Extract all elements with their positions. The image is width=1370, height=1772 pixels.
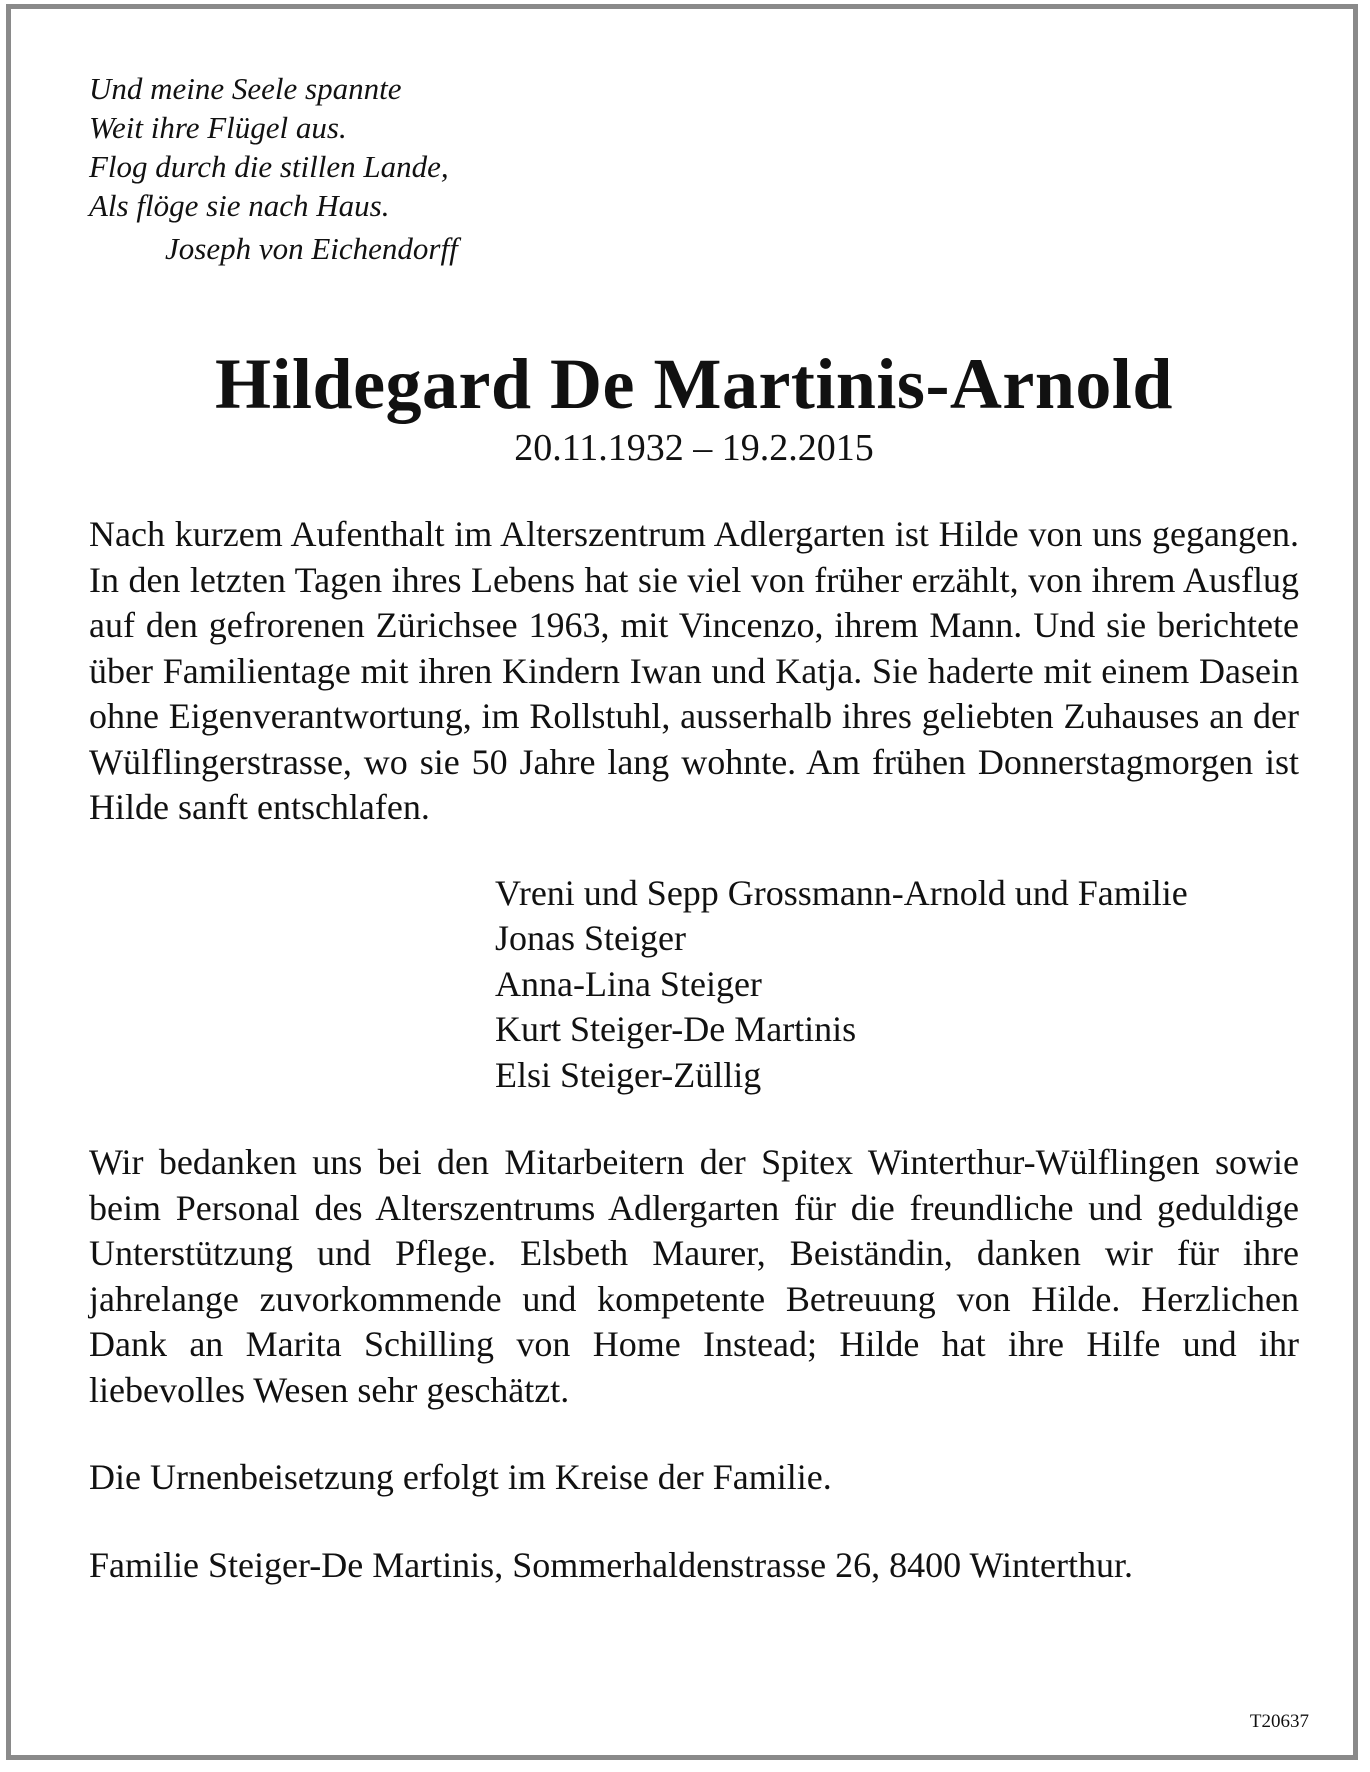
notice-content	[89, 69, 1299, 1588]
poem-line: Flog durch die stillen Lande,	[89, 149, 449, 184]
mourners-list	[495, 871, 1299, 1099]
mourner-entry: Elsi Steiger-Züllig	[495, 1054, 762, 1095]
poem-line: Und meine Seele spannte	[89, 71, 402, 106]
poem-line: Weit ihre Flügel aus.	[89, 110, 347, 145]
thanks-paragraph: Wir bedanken uns bei den Mitarbeitern der Spitex Winterthur-Wülflingen sowie beim Personal des Alterszentrums Adlergarten für die freundliche und geduldige Unterstützung und Pflege. Elsbeth Maurer, Beiständin, danken wir für ihre jahrelange zuvorkommende und kompetente Betreuung von Hilde. Herzlichen Dank an Marita Schilling von Home Instead; Hilde hat ihre Hilfe und ihr liebevolles Wesen sehr geschätzt.	[89, 1142, 1299, 1410]
mourner-entry: Kurt Steiger-De Martinis	[495, 1009, 857, 1049]
mourner-entry: Jonas Steiger	[495, 918, 686, 958]
burial-paragraph: Die Urnenbeisetzung erfolgt im Kreise der Familie.	[89, 1457, 832, 1497]
life-dates: 20.11.1932 – 19.2.2015	[514, 427, 874, 469]
deceased-name: Hildegard De Martinis-Arnold	[215, 344, 1173, 424]
poem-author: Joseph von Eichendorff	[165, 231, 458, 266]
poem-block	[89, 69, 1299, 268]
mourner-entry: Anna-Lina Steiger	[495, 963, 762, 1004]
mourner-entry: Vreni und Sepp Grossmann-Arnold und Familie	[495, 872, 1188, 913]
intro-paragraph: Nach kurzem Aufenthalt im Alterszentrum Adlergarten ist Hilde von uns gegangen. In den letzten Tagen ihres Lebens hat sie viel von früher erzählt, von ihrem Ausflug auf den gefrorenen Zürichsee 1963, mit Vincenzo, ihrem Mann. Und sie berichtete über Familientage mit ihren Kindern Iwan und Katja. Sie haderte mit einem Dasein ohne Eigenverantwortung, im Rollstuhl, ausserhalb ihres geliebten Zuhauses an der Wülflingerstrasse, wo sie 50 Jahre lang wohnte. Am frühen Donnerstagmorgen ist Hilde sanft entschlafen.	[89, 514, 1299, 827]
family-address: Familie Steiger-De Martinis, Sommerhaldenstrasse 26, 8400 Winterthur.	[89, 1544, 1133, 1585]
poem-line: Als flöge sie nach Haus.	[89, 188, 390, 223]
notice-frame	[6, 4, 1358, 1760]
reference-code: T20637	[1249, 1711, 1309, 1732]
